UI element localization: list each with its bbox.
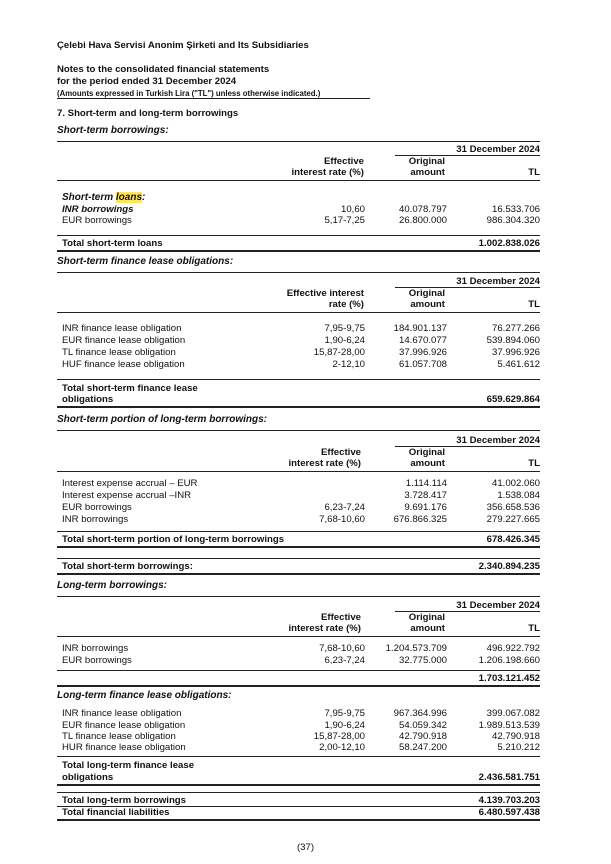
col-amount: amount	[410, 623, 445, 634]
col-amount: amount	[410, 167, 445, 178]
header-rule	[57, 180, 540, 181]
section-title: 7. Short-term and long-term borrowings	[57, 108, 239, 119]
total-financial-liabilities: Total financial liabilities 6.480.597.438	[62, 807, 540, 818]
st-borrowings-title: Short-term borrowings:	[57, 125, 169, 136]
total-double-rule	[57, 406, 540, 408]
col-effective: Effective interest	[286, 288, 364, 299]
total-lt-borrowings: Total long-term borrowings 4.139.703.203	[62, 795, 540, 806]
table-row: HUF finance lease obligation 2-12,10 61.057.708 5.461.612	[62, 359, 540, 370]
col-amount: amount	[410, 299, 445, 310]
total-double-rule	[57, 784, 540, 786]
col-tl: TL	[528, 458, 540, 469]
col-tl: TL	[528, 623, 540, 634]
total-double-rule	[57, 546, 540, 548]
table-row: HUR finance lease obligation 2,00-12,10 58.247.200 5.210.212	[62, 742, 540, 753]
table-row: EUR finance lease obligation 1,90-6,24 54.059.342 1.989.513.539	[62, 720, 540, 731]
total-rule	[57, 792, 540, 793]
table-row: Interest expense accrual –INR 3.728.417 1.538.084	[62, 490, 540, 501]
col-interest-rate: rate (%)	[328, 299, 364, 310]
col-date: 31 December 2024	[456, 600, 540, 611]
header-rule	[57, 471, 540, 472]
header-rule	[57, 312, 540, 313]
st-loans-title: Short-term loans:	[62, 192, 146, 203]
lt-lease-title: Long-term finance lease obligations:	[57, 690, 232, 701]
table-top-rule	[57, 141, 540, 142]
table-row: TL finance lease obligation 15,87-28,00 42.790.918 42.790.918	[62, 731, 540, 742]
table-row: INR borrowings 10,60 40.078.797 16.533.706	[62, 204, 540, 215]
total-rule	[57, 670, 540, 671]
notes-title: Notes to the consolidated financial statements	[57, 64, 270, 75]
table-top-rule	[57, 596, 540, 597]
total-double-rule	[57, 250, 540, 252]
total-rule	[57, 756, 540, 757]
col-original: Original	[408, 612, 445, 623]
table-top-rule	[57, 430, 540, 431]
total-double-rule	[57, 819, 540, 821]
total-lt-lease: Total long-term finance lease	[62, 760, 195, 771]
col-date: 31 December 2024	[456, 144, 540, 155]
total-rule	[57, 558, 540, 559]
col-effective: Effective	[321, 447, 361, 458]
total-double-rule	[57, 573, 540, 575]
total-lt-lease-line2: obligations 2.436.581.751	[62, 772, 540, 783]
table-row: EUR borrowings 5,17-7,25 26.800.000 986.304.320	[62, 215, 540, 226]
col-effective: Effective	[321, 612, 361, 623]
col-tl: TL	[528, 299, 540, 310]
table-row: TL finance lease obligation 15,87-28,00 37.996.926 37.996.926	[62, 347, 540, 358]
col-amount: amount	[410, 458, 445, 469]
col-original: Original	[408, 288, 445, 299]
company-name: Çelebi Hava Servisi Anonim Şirketi and Its Subsidiaries	[57, 40, 309, 51]
col-original: Original	[408, 156, 445, 167]
total-st-lease-line2: obligations 659.629.864	[62, 394, 540, 405]
total-st-lease: Total short-term finance lease	[62, 383, 198, 394]
total-st-portion: Total short-term portion of long-term borrowings 678.426.345	[62, 534, 540, 545]
page-number: (37)	[296, 842, 315, 853]
table-top-rule	[57, 272, 540, 273]
table-row: EUR borrowings 6,23-7,24 9.691.176 356.658.536	[62, 502, 540, 513]
st-lease-title: Short-term finance lease obligations:	[57, 256, 234, 267]
table-row: INR borrowings 7,68-10,60 676.866.325 279.227.665	[62, 514, 540, 525]
col-date: 31 December 2024	[456, 435, 540, 446]
col-interest-rate: interest rate (%)	[288, 458, 361, 469]
table-row: Interest expense accrual – EUR 1.114.114 41.002.060	[62, 478, 540, 489]
total-rule	[57, 531, 540, 532]
st-portion-title: Short-term portion of long-term borrowings:	[57, 414, 267, 425]
lt-borrowings-title: Long-term borrowings:	[57, 580, 167, 591]
currency-note: (Amounts expressed in Turkish Lira ("TL") unless otherwise indicated.)	[57, 89, 321, 98]
total-rule	[57, 235, 540, 236]
table-row: INR finance lease obligation 7,95-9,75 967.364.996 399.067.082	[62, 708, 540, 719]
table-row: INR borrowings 7,68-10,60 1.204.573.709 496.922.792	[62, 643, 540, 654]
total-rule	[57, 379, 540, 380]
table-row: EUR borrowings 6,23-7,24 32.775.000 1.206.198.660	[62, 655, 540, 666]
total-double-rule	[57, 685, 540, 687]
period-title: for the period ended 31 December 2024	[57, 76, 237, 87]
col-tl: TL	[528, 167, 540, 178]
col-original: Original	[408, 447, 445, 458]
col-interest-rate: interest rate (%)	[288, 623, 361, 634]
col-effective: Effective	[324, 156, 364, 167]
table-row: INR finance lease obligation 7,95-9,75 184.901.137 76.277.266	[62, 323, 540, 334]
header-underline	[57, 98, 370, 99]
table-row: EUR finance lease obligation 1,90-6,24 14.670.077 539.894.060	[62, 335, 540, 346]
total-st-loans: Total short-term loans 1.002.838.026	[62, 238, 540, 249]
total-st-borrowings: Total short-term borrowings: 2.340.894.235	[62, 561, 540, 572]
header-rule	[57, 636, 540, 637]
col-interest-rate: interest rate (%)	[291, 167, 364, 178]
col-date: 31 December 2024	[456, 276, 540, 287]
